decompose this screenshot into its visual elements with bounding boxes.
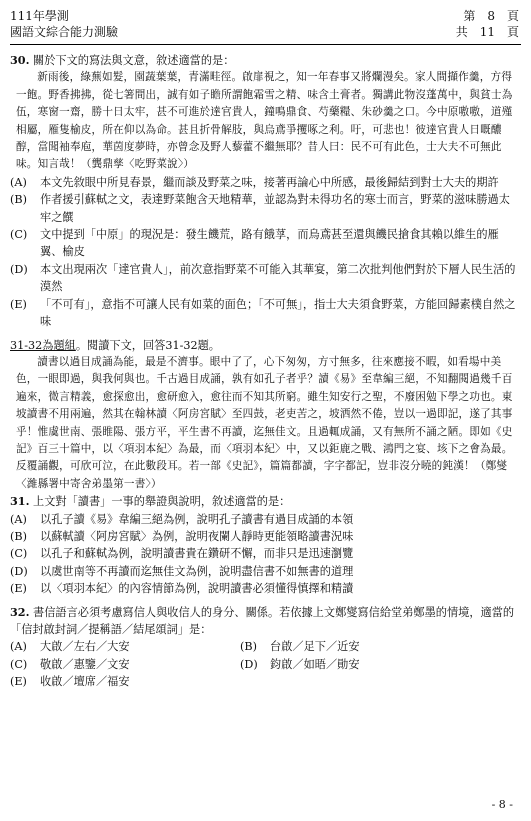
option-text: 文中提到「中原」的現況是：發生饑荒，路有餓莩，而烏鳶甚至還與饑民搶食其賴以維生的雁翼、榆皮 — [40, 228, 499, 259]
option-d[interactable] — [240, 656, 460, 673]
option-a[interactable] — [10, 638, 230, 655]
option-text: 鈞啟／如晤／勛安 — [270, 657, 360, 671]
option-label: (C) — [10, 228, 28, 242]
option-label: (B) — [240, 640, 257, 654]
option-text: 台啟／足下／近安 — [270, 640, 360, 654]
option-e[interactable] — [10, 296, 519, 331]
option-text: 「不可有」，意指不可讓人民有如菜的面色；「不可無」，指士大夫須食野菜，方能回歸素樸自然之味 — [40, 297, 516, 329]
option-text: 作者援引蘇軾之文，表達野菜飽含天地精華，並認為對未得功名的寒士而言，野菜的滋味勝過太牢之饌 — [40, 193, 510, 224]
option-e[interactable] — [10, 580, 519, 597]
q32-options — [10, 638, 519, 690]
option-text: 以〈項羽本紀〉的內容情節為例，說明讀書必須懂得慎擇和精讀 — [40, 582, 354, 596]
exam-subject: 國語文綜合能力測驗 — [10, 25, 119, 39]
option-a[interactable] — [10, 511, 519, 528]
question-stem: 書信語言必須考慮寫信人與收信人的身分、關係。若依據上文鄭燮寫信給堂弟鄭墨的情境，適當的「信封啟封詞／提稱語／結尾頌詞」是： — [10, 605, 515, 636]
option-text: 本文出現兩次「達官貴人」，前次意指野菜不可能入其華宴，第二次批判他們對於下層人民生活的漠然 — [40, 262, 516, 294]
option-text: 本文先敘眼中所見春景，繼而談及野菜之味，接著再論心中所感，最後歸結到對士大夫的期許 — [40, 175, 499, 189]
option-label: (E) — [10, 582, 27, 596]
option-b[interactable] — [10, 191, 519, 226]
question-31 — [10, 493, 519, 510]
option-text: 收啟／壇席／福安 — [40, 675, 130, 689]
option-text: 以蘇軾讀〈阿房宮賦〉為例，說明夜闌人靜時更能領略讀書況味 — [40, 529, 354, 543]
question-number: 30. — [10, 53, 30, 67]
option-label: (C) — [10, 657, 28, 671]
q31-options — [10, 511, 519, 598]
exam-year: 111年學測 — [10, 9, 69, 23]
option-text: 以孔子讀《易》韋編三絕為例，說明孔子讀書有過目成誦的本領 — [40, 512, 354, 526]
passage-2: 讀書以過目成誦為能，最是不濟事。眼中了了，心下匆匆，方寸無多，往來應接不暇，如看場中美色，一眼即過，與我何與也。千古過目成誦，孰有如孔子者乎？讀《易》至韋編三絕，不知翻閱過幾千百遍來，微言精義，愈探愈出，愈研愈入，愈往而不知其所窮。雖生知安行之聖，不廢困勉下學之功也。東坡讀書不用兩遍，然其在翰林讀〈阿房宮賦〉至四鼓，老吏苦之，坡洒然不倦，豈以一過即記，遂了其事乎！惟虞世南、張睢陽、張方平，平生書不再讀，迄無佳文。且過輒成誦，又有無所不誦之陋。即如《史記》百三十篇中，以〈項羽本紀〉為最，而〈項羽本紀〉中，又以鉅鹿之戰、鴻門之宴、垓下之會為最。反覆誦觀，可欣可泣，在此數段耳。若一部《史記》，篇篇都讀，字字都記，豈非沒分曉的鈍漢！（鄭燮〈濰縣署中寄舍弟墨第一書〉） — [16, 355, 513, 490]
option-text: 以孔子和蘇軾為例，說明讀書貴在鑽研不懈，而非只是迅速瀏覽 — [40, 547, 354, 561]
option-b[interactable] — [240, 638, 460, 655]
option-c[interactable] — [10, 545, 519, 562]
option-b[interactable] — [10, 528, 519, 545]
group-label: 31-32為題組 — [10, 338, 76, 352]
page-content — [10, 52, 519, 691]
option-label: (B) — [10, 193, 27, 207]
question-stem: 上文對「讀書」一事的舉證與說明，敘述適當的是： — [33, 495, 291, 509]
option-label: (E) — [10, 297, 27, 311]
option-text: 敬啟／惠鑒／文安 — [40, 657, 130, 671]
option-d[interactable] — [10, 261, 519, 296]
option-label: (C) — [10, 547, 28, 561]
header-left — [10, 8, 118, 40]
page-total: 共 11 頁 — [455, 25, 519, 39]
group-instruction: 。閱讀下文，回答31-32題。 — [75, 338, 220, 352]
option-d[interactable] — [10, 563, 519, 580]
header-right — [456, 8, 519, 40]
page-footer: - 8 - — [491, 798, 513, 811]
option-e[interactable] — [10, 673, 230, 690]
option-c[interactable] — [10, 226, 519, 261]
option-c[interactable] — [10, 656, 230, 673]
question-stem: 關於下文的寫法與文意，敘述適當的是： — [33, 54, 235, 67]
q30-options — [10, 174, 519, 331]
option-label: (A) — [10, 512, 27, 526]
option-text: 大啟／左右／大安 — [40, 640, 130, 654]
option-label: (B) — [10, 529, 27, 543]
passage-1: 新雨後，綠蕪如髮，園蔬葉葉，青滿畦徑。啟扉視之，知一年春事又將爛漫矣。家人間擷作羹，方得一飽。野香拂拂，從七箸間出，誠有如子瞻所謂飽霜雪之精、味含土膏者。獨講此物沒蓬萬中，與貧士為伍，寒窗一齋，勝十日太牢，甚不可進於達官貴人，鐘鳴鼎食、芍藥糧、朱砂羹之口。今中原嗷嗷，道殣相屬，雁隻榆皮，所在仰以為命。甚且折骨解肢，與烏鳶爭攫啄之利。吁，可悲也！彼達官貴人日嘅醲醇，當聞袖奉庖，華茵度夢時，亦曾念及野人藜藿不繼無耶？昔人曰：民不可有此色，士大夫不可無此味。知言哉！（龔鼎孳〈吃野菜說〉） — [16, 71, 513, 171]
option-a[interactable] — [10, 174, 519, 191]
question-group-heading — [10, 337, 519, 354]
option-label: (A) — [10, 175, 27, 189]
option-label: (D) — [240, 657, 258, 671]
question-number: 32. — [10, 604, 30, 619]
option-text: 以虞世南等不再讀而迄無佳文為例，說明盡信書不如無書的道理 — [40, 564, 354, 578]
question-32 — [10, 604, 519, 639]
question-number: 31. — [10, 494, 30, 509]
option-label: (D) — [10, 564, 28, 578]
page-number: 第 8 頁 — [463, 9, 519, 23]
option-label: (A) — [10, 640, 27, 654]
header-divider — [10, 44, 521, 45]
option-label: (D) — [10, 262, 28, 276]
option-label: (E) — [10, 675, 27, 689]
question-30 — [10, 52, 519, 69]
